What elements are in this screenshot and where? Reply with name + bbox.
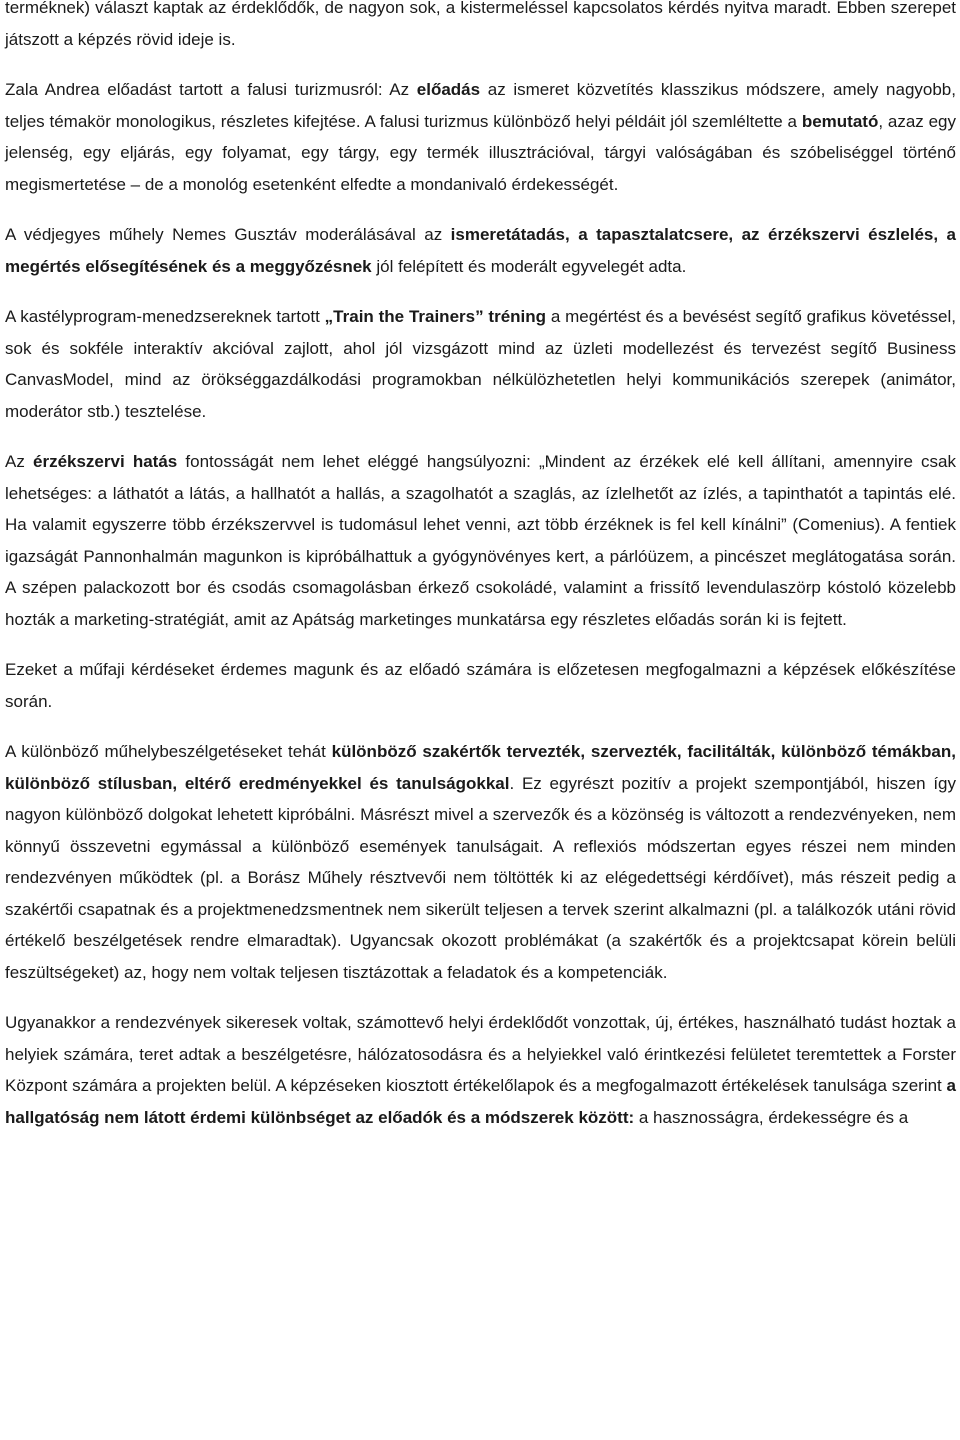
paragraph-6 [5, 654, 956, 717]
bold-text-segment: „Train the Trainers” tréning [324, 307, 547, 326]
text-segment: terméknek) választ kaptak az érdeklődők, de nagyon sok, a kistermeléssel kapcsolatos kérdés nyitva maradt. Ebben szerepet játszott a képzés rövid ideje is. [5, 0, 956, 49]
text-segment: Ugyanakkor a rendezvények sikeresek voltak, számottevő helyi érdeklődőt vonzottak, új, értékes, használható tudást hoztak a helyiek számára, teret adtak a beszélgetésre, hálózatosodásra és a helyiekkel való érintkezési felületet teremtettek a Forster Központ számára a projekten belül. A képzéseken kiosztott értékelőlapok és a megfogalmazott értékelések tanulsága szerint [5, 1013, 956, 1095]
text-segment: az ismeret közvetítés klasszikus módszere, amely nagyobb, teljes témakör monologikus, részletes kifejtése. A falusi turizmus különböző helyi példáit jól szemléltette a [5, 80, 956, 131]
text-segment: a hasznosságra, érdekességre és a [634, 1107, 909, 1127]
text-segment: A kastélyprogram-menedzsereknek tartott [5, 307, 325, 326]
bold-text-segment: ismeretátadás, a tapasztalatcsere, az érzékszervi észlelés, a megértés elősegítésének és a meggyőzésnek [5, 225, 956, 276]
paragraph-8 [5, 1007, 956, 1133]
text-segment: fontosságát nem lehet eléggé hangsúlyozni: „Mindent az érzékek elé kell állítani, amennyire csak lehetséges: a láthatót a látás, a hallhatót a hallás, a szagolhatót a szaglás, az ízlelhetőt az ízlés, a tapinthatót a tapintás elé. Ha valamit egyszerre több érzékszervvel is tudomásul lehet venni, azt több érzéknek is fel kell kínálni” (Comenius). A fentiek igazságát Pannonhalmán magunkon is kipróbálhattuk a gyógynövényes kert, a párlóüzem, a pincészet meglátogatása során. A szépen palackozott bor és csodás csomagolásban érkező csokoládé, valamint a frissítő levendulaszörp kóstoló közelebb hozták a marketing-stratégiát, amit az Apátság marketinges munkatársa egy részletes előadás során ki is fejtett. [5, 452, 957, 629]
paragraph-5 [5, 446, 956, 635]
paragraph-4 [5, 301, 956, 427]
paragraph-3 [5, 219, 956, 282]
text-segment: Az [5, 452, 33, 471]
bold-text-segment: előadás [416, 80, 481, 99]
text-segment: A védjegyes műhely Nemes Gusztáv moderálásával az [5, 225, 451, 244]
text-segment: , azaz egy jelenség, egy eljárás, egy folyamat, egy tárgy, egy termék illusztrációval, tárgyi valóságában és szóbeliséggel történő megismertetése – de a monológ esetenként elfedte a mondanivaló érdekességét. [5, 111, 956, 194]
bold-text-segment: különböző szakértők tervezték, szervezték, facilitálták, különböző témákban, különböző stílusban, eltérő eredményekkel és tanulságokkal [5, 742, 956, 793]
bold-text-segment: bemutató [801, 111, 879, 131]
text-segment: A különböző műhelybeszélgetéseket tehát [5, 742, 332, 761]
paragraph-7 [5, 736, 956, 988]
bold-text-segment: érzékszervi hatás [33, 452, 178, 471]
paragraph-2 [5, 74, 956, 200]
bold-text-segment: a hallgatóság nem látott érdemi különbséget az előadók és a módszerek között: [5, 1076, 956, 1127]
text-segment: jól felépített és moderált egyvelegét adta. [371, 256, 687, 276]
paragraph-1 [5, 0, 956, 55]
text-segment: a megértést és a bevésést segítő grafikus követéssel, sok és sokféle interaktív akcióval zajlott, ahol jól vizsgázott mind az üzleti modellezést és tervezést segítő Business CanvasModel, mind az örökséggazdálkodási programokban nélkülözhetetlen helyi kommunikációs szerepek (animátor, moderátor stb.) tesztelése. [5, 307, 956, 421]
text-segment: Zala Andrea előadást tartott a falusi turizmusról: Az [5, 80, 417, 99]
text-segment: Ezeket a műfaji kérdéseket érdemes magunk és az előadó számára is előzetesen megfogalmazni a képzések előkészítése során. [5, 660, 956, 711]
text-segment: . Ez egyrészt pozitív a projekt szempontjából, hiszen így nagyon különböző dolgokat lehetett kipróbálni. Másrészt mivel a szervezők és a közönség is változott a rendezvényeken, nem könnyű összevetni egymással a különböző események tanulságait. A reflexiós módszertan egyes részei nem minden rendezvényen működtek (pl. a Borász Műhely résztvevői nem töltötték ki az elégedettségi kérdőívet), más részeit pedig a szakértői csapatnak és a projektmenedzsmentnek nem sikerült teljesen a tervek szerint alkalmazni (pl. a találkozók utáni rövid értékelő beszélgetések rendre elmaradtak). Ugyancsak okozott problémákat (a szakértők és a projektcsapat körein belüli feszültségeket) az, hogy nem voltak teljesen tisztázottak a feladatok és a kompetenciák. [5, 773, 956, 982]
